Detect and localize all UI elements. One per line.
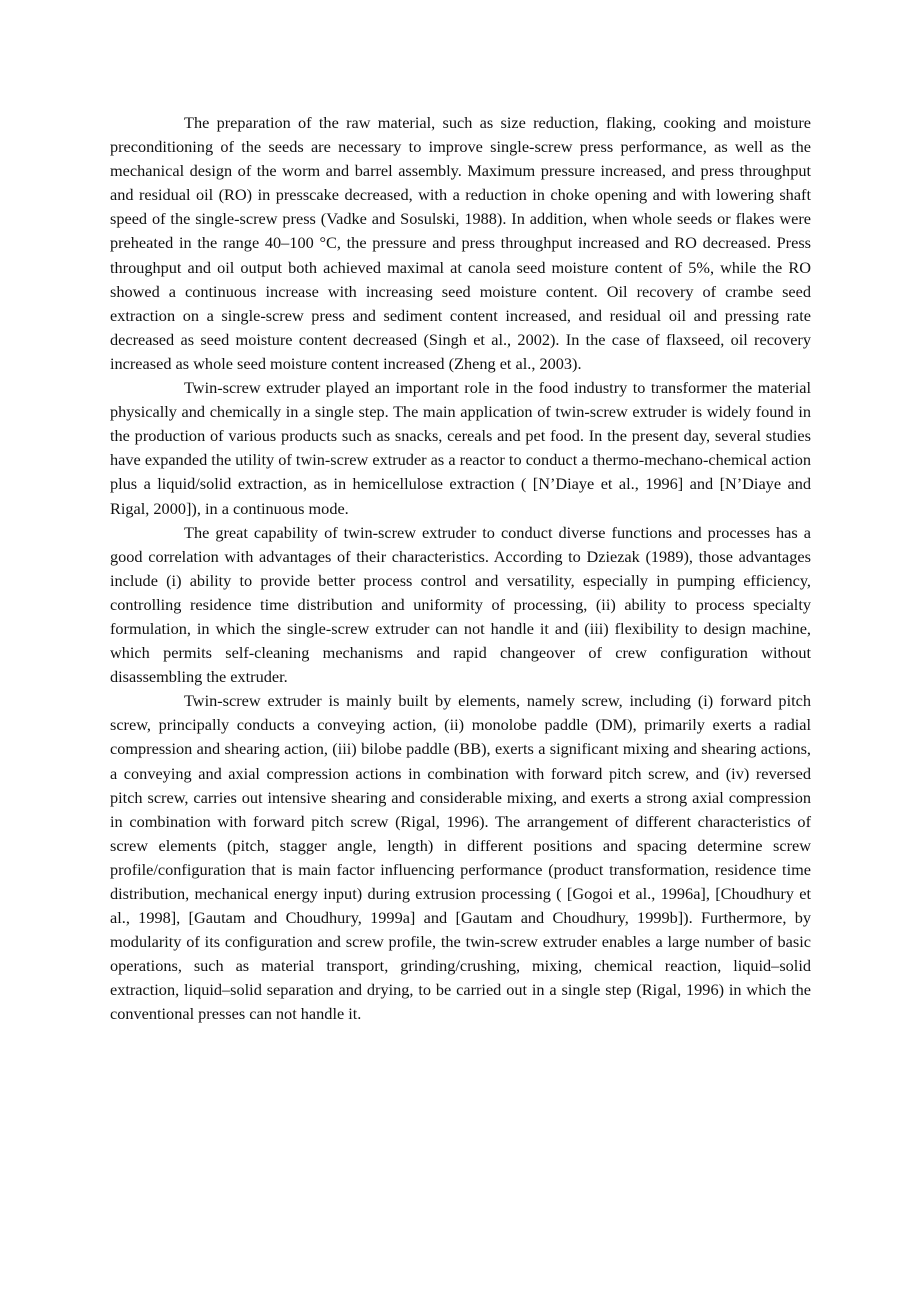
paragraph-twin-screw-advantages: The great capability of twin-screw extruder to conduct diverse functions and processes has a good correlation with advantages of their characteristics. According to Dziezak (1989), those advantages include (i) ability to provide better process control and versatility, especially in pumping efficiency, controlling residence time distribution and uniformity of processing, (ii) ability to process specialty formulation, in which the single-screw extruder can not handle it and (iii) flexibility to design machine, which permits self-cleaning mechanisms and rapid changeover of crew configuration without disassembling the extruder. bbox=[110, 522, 811, 687]
paragraph-single-screw-preparation: The preparation of the raw material, such as size reduction, flaking, cooking and moisture preconditioning of the seeds are necessary to improve single-screw press performance, as well as the mechanical design of the worm and barrel assembly. Maximum pressure increased, and press throughput and residual oil (RO) in presscake decreased, with a reduction in choke opening and with lowering shaft speed of the single-screw press (Vadke and Sosulski, 1988). In addition, when whole seeds or flakes were preheated in the range 40–100 °C, the pressure and press throughput increased and RO decreased. Press throughput and oil output both achieved maximal at canola seed moisture content of 5%, while the RO showed a continuous increase with increasing seed moisture content. Oil recovery of crambe seed extraction on a single-screw press and sediment content increased, and residual oil and pressing rate decreased as seed moisture content decreased (Singh et al., 2002). In the case of flaxseed, oil recovery increased as whole seed moisture content increased (Zheng et al., 2003). bbox=[110, 113, 811, 373]
paragraph-twin-screw-application: Twin-screw extruder played an important role in the food industry to transformer the material physically and chemically in a single step. The main application of twin-screw extruder is widely found in the production of various products such as snacks, cereals and pet food. In the present day, several studies have expanded the utility of twin-screw extruder as a reactor to conduct a thermo-mechano-chemical action plus a liquid/solid extraction, as in hemicellulose extraction ( [N’Diaye et al., 1996] and [N’Diaye and Rigal, 2000]), in a continuous mode. bbox=[110, 378, 811, 518]
paragraph-twin-screw-elements: Twin-screw extruder is mainly built by elements, namely screw, including (i) forward pitch screw, principally conducts a conveying action, (ii) monolobe paddle (DM), primarily exerts a radial compression and shearing action, (iii) bilobe paddle (BB), exerts a significant mixing and shearing actions, a conveying and axial compression actions in combination with forward pitch screw, and (iv) reversed pitch screw, carries out intensive shearing and considerable mixing, and exerts a strong axial compression in combination with forward pitch screw (Rigal, 1996). The arrangement of different characteristics of screw elements (pitch, stagger angle, length) in different positions and spacing determine screw profile/configuration that is main factor influencing performance (product transformation, residence time distribution, mechanical energy input) during extrusion processing ( [Gogoi et al., 1996a], [Choudhury et al., 1998], [Gautam and Choudhury, 1999a] and [Gautam and Choudhury, 1999b]). Furthermore, by modularity of its configuration and screw profile, the twin-screw extruder enables a large number of basic operations, such as material transport, grinding/crushing, mixing, chemical reaction, liquid–solid extraction, liquid–solid separation and drying, to be carried out in a single step (Rigal, 1996) in which the conventional presses can not handle it. bbox=[110, 691, 811, 1024]
document-body bbox=[110, 111, 811, 1027]
